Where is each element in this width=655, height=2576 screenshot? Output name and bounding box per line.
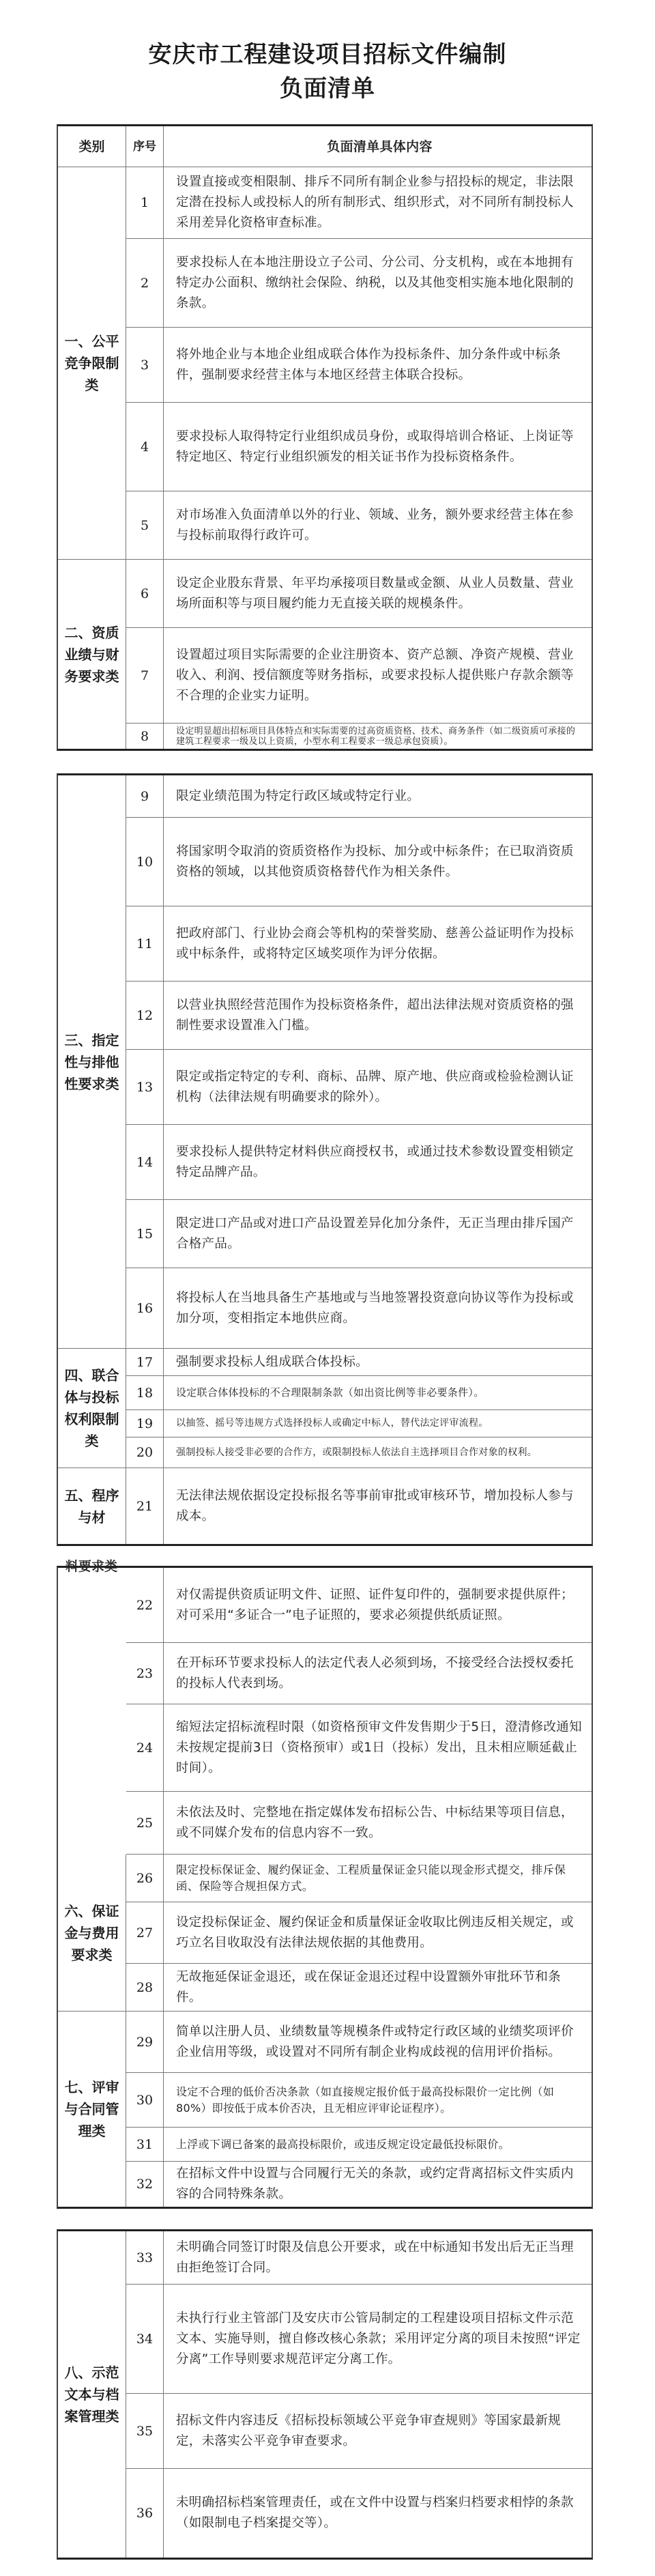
- table-row: [126, 2073, 592, 2128]
- table-panel-3: [57, 1566, 593, 2209]
- row-content: 上浮或下调已备案的最高投标限价，或违反规定设定最低投标限价。: [176, 2138, 510, 2151]
- table-row: [126, 1902, 592, 1964]
- row-content: 强制投标人接受非必要的合作方，或限制投标人依法自主选择项目合作对象的权利。: [176, 1446, 538, 1458]
- row-number: 3: [126, 328, 164, 402]
- row-content: 未依法及时、完整地在指定媒体发布招标公告、中标结果等项目信息，或不同媒介发布的信息内容不一致。: [176, 1805, 574, 1840]
- row-content: 设定明显超出招标项目具体特点和实际需要的过高资质资格、技术、商务条件（如二级资质可承接的建筑工程要求一级及以上资质，小型水利工程要求一级总承包资质）。: [176, 726, 576, 747]
- table-row: [126, 1792, 592, 1855]
- row-content: 将外地企业与本地企业组成联合体作为投标条件、加分条件或中标条件，强制要求经营主体与本地区经营主体联合投标。: [176, 347, 562, 382]
- row-number: 15: [126, 1200, 164, 1268]
- category-6: 六、保证金与费用要求类: [58, 1855, 126, 2012]
- table-row: [126, 2394, 592, 2469]
- row-content: 无法律法规依据设定投标报名等事前审批或审核环节，增加投标人参与成本。: [176, 1488, 574, 1523]
- row-content: 未明确招标档案管理责任，或在文件中设置与档案归档要求相悖的条款（如限制电子档案提交等）。: [176, 2495, 574, 2530]
- table-panel-4: [57, 2229, 593, 2560]
- row-number: 13: [126, 1050, 164, 1124]
- row-number: 8: [126, 724, 164, 749]
- category-5: 五、程序与材: [58, 1468, 126, 1544]
- table-row: [126, 2128, 592, 2162]
- table-row: [126, 906, 592, 982]
- row-number: 26: [126, 1855, 164, 1902]
- row-number: 14: [126, 1125, 164, 1199]
- row-number: 9: [126, 775, 164, 817]
- row-content: 要求投标人提供特定材料供应商授权书，或通过技术参数设置变相锁定特定品牌产品。: [176, 1144, 574, 1179]
- row-content: 对市场准入负面清单以外的行业、领域、业务，额外要求经营主体在参与投标前取得行政许可。: [176, 507, 574, 543]
- table-row: [126, 2162, 592, 2207]
- row-content: 对仅需提供资质证明文件、证照、证件复印件的，强制要求提供原件；对可采用“多证合一”电子证照的，要求必须提供纸质证照。: [176, 1587, 574, 1622]
- row-number: 11: [126, 906, 164, 981]
- table-row: [126, 2012, 592, 2073]
- row-content: 简单以注册人员、业绩数量等规模条件或特定行政区域的业绩奖项评价企业信用等级，或设置对不同所有制企业构成歧视的信用评价指标。: [176, 2024, 574, 2059]
- row-number: 22: [126, 1568, 164, 1642]
- row-content: 把政府部门、行业协会商会等机构的荣誉奖励、慈善公益证明作为投标或中标条件，或将特定区域奖项作为评分依据。: [176, 926, 574, 961]
- row-number: 30: [126, 2073, 164, 2127]
- row-content: 设置超过项目实际需要的企业注册资本、资产总额、净资产规模、营业收入、利润、授信额度等财务指标，或要求投标人提供账户存款余额等不合理的企业实力证明。: [176, 647, 574, 703]
- table-row: [126, 167, 592, 239]
- table-row: [126, 1410, 592, 1437]
- row-content: 设定不合理的低价否决条款（如直接规定报价低于最高投标限价一定比例（如80%）即按低于成本价否决，且无相应评审论证程序）。: [176, 2085, 555, 2115]
- row-content: 在招标文件中设置与合同履行无关的条款，或约定背离招标文件实质内容的合同特殊条款。: [176, 2166, 574, 2201]
- row-content: 未明确合同签订时限及信息公开要求，或在中标通知书发出后无正当理由拒绝签订合同。: [176, 2239, 574, 2275]
- row-number: 4: [126, 403, 164, 491]
- table-row: [126, 2285, 592, 2394]
- table-row: [126, 403, 592, 491]
- row-content: 限定投标保证金、履约保证金、工程质量保证金只能以现金形式提交，排斥保函、保险等合规担保方式。: [176, 1863, 566, 1893]
- category-continuation-label: 料要求类: [66, 1559, 118, 1574]
- row-content: 设定联合体体投标的不合理限制条款（如出资比例等非必要条件）。: [176, 1386, 484, 1399]
- table-row: [126, 775, 592, 818]
- category-4: 四、联合体与投标权利限制类: [58, 1349, 126, 1468]
- row-number: 32: [126, 2162, 164, 2207]
- row-number: 1: [126, 167, 164, 238]
- row-content: 设定投标保证金、履约保证金和质量保证金收取比例违反相关规定，或巧立名目收取没有法律法规依据的其他费用。: [176, 1915, 574, 1950]
- table-row: [126, 982, 592, 1050]
- row-content: 缩短法定招标流程时限（如资格预审文件发售期少于5日，澄清修改通知未按规定提前3日（资格预审）或1日（投标）发出，且未相应顺延截止时间）。: [176, 1719, 582, 1775]
- row-number: 16: [126, 1268, 164, 1348]
- table-row: [126, 1200, 592, 1268]
- table-row: [126, 1376, 592, 1410]
- row-content: 限定业绩范围为特定行政区域或特定行业。: [176, 788, 420, 803]
- table-row: [126, 560, 592, 628]
- row-number: 21: [126, 1468, 164, 1544]
- row-content: 未执行行业主管部门及安庆市公管局制定的工程建设项目招标文件示范文本、实施导则，擅自修改核心条款；采用评定分离的项目未按照“评定分离”工作导则要求规范评定分离工作。: [176, 2310, 581, 2366]
- row-content: 招标文件内容违反《招标投标领域公平竞争审查规则》等国家最新规定，未落实公平竞争审查要求。: [176, 2413, 562, 2448]
- header-category: 类别: [58, 126, 126, 167]
- row-number: 29: [126, 2012, 164, 2072]
- document-title-line2: 负面清单: [280, 75, 375, 102]
- table-row: [126, 1568, 592, 1643]
- row-number: 23: [126, 1643, 164, 1704]
- header-content: 负面清单具体内容: [327, 139, 433, 154]
- table-row: [126, 328, 592, 403]
- table-row: [126, 1704, 592, 1792]
- table-panel-1: [57, 124, 593, 751]
- table-row: [126, 1050, 592, 1125]
- table-row: [126, 1468, 592, 1544]
- category-3: 三、指定性与排他性要求类: [58, 775, 126, 1349]
- row-content: 无故拖延保证金退还，或在保证金退还过程中设置额外审批环节和条件。: [176, 1969, 562, 2005]
- row-content: 设置直接或变相限制、排斥不同所有制企业参与招投标的规定，非法限定潜在投标人或投标人的所有制形式、组织形式，对不同所有制投标人采用差异化资格审查标准。: [176, 175, 574, 230]
- category-1: 一、公平竞争限制类: [58, 167, 126, 560]
- table-row: [126, 818, 592, 906]
- row-number: 36: [126, 2469, 164, 2558]
- row-number: 5: [126, 491, 164, 559]
- row-content: 限定进口产品或对进口产品设置差异化加分条件，无正当理由排斥国产合格产品。: [176, 1216, 574, 1251]
- row-number: 31: [126, 2128, 164, 2161]
- table-row: [126, 1349, 592, 1376]
- row-number: 28: [126, 1964, 164, 2011]
- row-number: 27: [126, 1902, 164, 1963]
- table-row: [126, 1125, 592, 1200]
- row-number: 18: [126, 1376, 164, 1409]
- row-number: 19: [126, 1410, 164, 1437]
- table-row: [126, 724, 592, 749]
- table-row: [126, 1964, 592, 2012]
- table-row: [126, 1855, 592, 1902]
- category-7: 七、评审与合同管理类: [58, 2012, 126, 2207]
- table-row: [126, 491, 592, 560]
- row-number: 2: [126, 239, 164, 327]
- table-row: [126, 2469, 592, 2558]
- table-header-row: [126, 126, 592, 167]
- row-content: 限定或指定特定的专利、商标、品牌、原产地、供应商或检验检测认证机构（法律法规有明确要求的除外）。: [176, 1069, 574, 1104]
- row-number: 24: [126, 1704, 164, 1791]
- row-number: 35: [126, 2394, 164, 2468]
- table-row: [126, 1437, 592, 1468]
- row-number: 34: [126, 2285, 164, 2393]
- table-panel-2: [57, 773, 593, 1546]
- row-content: 设定企业股东背景、年平均承接项目数量或金额、从业人员数量、营业场所面积等与项目履约能力无直接关联的规模条件。: [176, 575, 574, 611]
- table-row: [126, 628, 592, 724]
- row-content: 以抽签、摇号等违规方式选择投标人或确定中标人，替代法定评审流程。: [176, 1418, 489, 1429]
- row-content: 在开标环节要求投标人的法定代表人必须到场，不接受经合法授权委托的投标人代表到场。: [176, 1655, 574, 1691]
- row-content: 以营业执照经营范围作为投标资格条件，超出法律法规对资质资格的强制性要求设置准入门槛。: [176, 997, 574, 1033]
- table-row: [126, 2231, 592, 2285]
- table-row: [126, 239, 592, 328]
- category-2: 二、资质业绩与财务要求类: [58, 560, 126, 749]
- header-number: 序号: [126, 126, 164, 167]
- table-row: [126, 1268, 592, 1349]
- table-row: [126, 1643, 592, 1704]
- row-number: 10: [126, 818, 164, 906]
- row-number: 12: [126, 982, 164, 1049]
- row-number: 33: [126, 2231, 164, 2284]
- row-content: 将国家明令取消的资质资格作为投标、加分或中标条件；在已取消资质资格的领域，以其他资质资格替代作为相关条件。: [176, 844, 574, 879]
- row-number: 6: [126, 560, 164, 627]
- document-title-line1: 安庆市工程建设项目招标文件编制: [148, 41, 507, 68]
- row-content: 要求投标人取得特定行业组织成员身份，或取得培训合格证、上岗证等特定地区、特定行业组织颁发的相关证书作为投标资格条件。: [176, 429, 574, 464]
- row-content: 要求投标人在本地注册设立子公司、分公司、分支机构，或在本地拥有特定办公面积、缴纳社会保险、纳税，以及其他变相实施本地化限制的条款。: [176, 255, 574, 311]
- row-number: 7: [126, 628, 164, 723]
- row-content: 强制要求投标人组成联合体投标。: [176, 1354, 369, 1369]
- row-number: 25: [126, 1792, 164, 1854]
- category-8: 八、示范文本与档案管理类: [58, 2231, 126, 2558]
- row-number: 20: [126, 1437, 164, 1468]
- row-number: 17: [126, 1349, 164, 1375]
- row-content: 将投标人在当地具备生产基地或与当地签署投资意向协议等作为投标或加分项，变相指定本地供应商。: [176, 1290, 574, 1326]
